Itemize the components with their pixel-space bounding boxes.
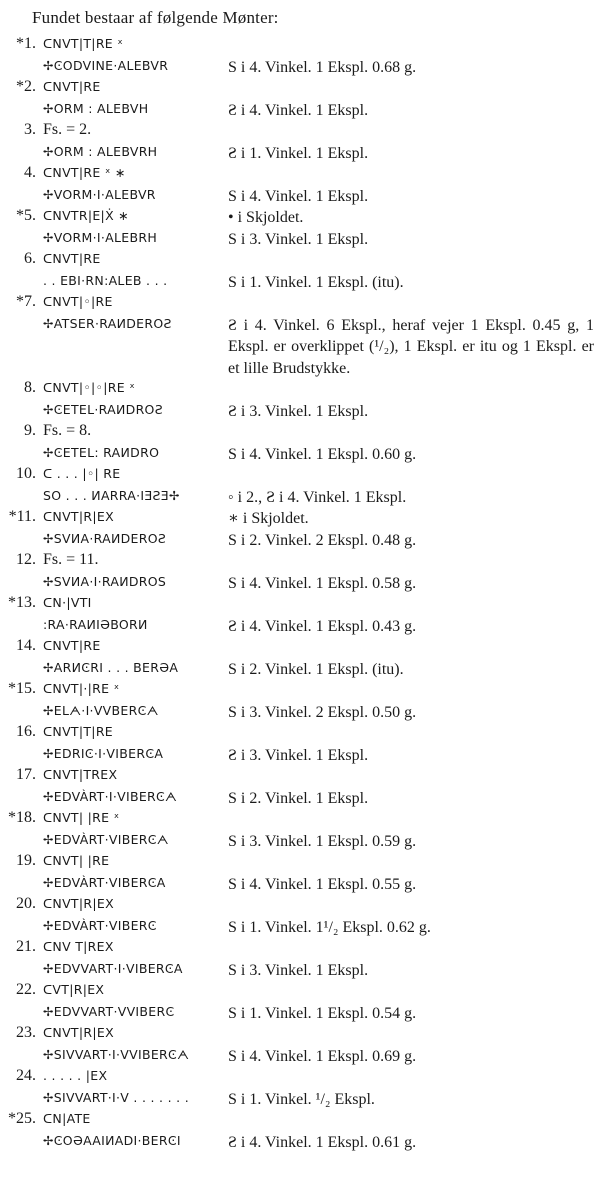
obverse-line — [0, 594, 600, 616]
coin-legend: ᑕΝVT|RE — [43, 79, 101, 94]
entry-number: *15. — [8, 680, 36, 697]
reverse-line — [0, 530, 600, 552]
obverse-line — [0, 1110, 600, 1132]
coin-legend: ᑕΝVT|◦|RE — [43, 294, 113, 309]
reverse-line — [0, 1089, 600, 1111]
entry-number: 9. — [24, 422, 36, 439]
coin-legend: ᑕΝVT|R|EX — [43, 509, 114, 524]
entry-number: 6. — [24, 250, 36, 267]
reverse-line — [0, 874, 600, 896]
coin-legend: ᑕΝVT|RE ˣ ∗ — [43, 165, 126, 180]
coin-entry — [0, 852, 600, 895]
coin-legend: . . . . . |EX — [43, 1068, 108, 1083]
coin-entry — [0, 723, 600, 766]
entry-number: *25. — [8, 1110, 36, 1127]
reverse-line — [0, 702, 600, 724]
coin-entry — [0, 1067, 600, 1110]
coin-description: S i 2. Vinkel. 1 Ekspl. — [228, 789, 369, 807]
entry-number: 8. — [24, 379, 36, 396]
coin-entry — [0, 35, 600, 78]
reverse-line — [0, 960, 600, 982]
coin-description: Ƨ i 4. Vinkel. 6 Ekspl., heraf vejer 1 Ekspl. 0.45 g, 1 Ekspl. er overklippet (¹/₂), 1 Ekspl. er itu og 1 Ekspl. er et lille Brudstykke. — [228, 316, 594, 377]
reverse-line — [0, 917, 600, 939]
reverse-line — [0, 616, 600, 638]
coin-legend: ᑕΝVT|TREX — [43, 767, 118, 782]
reverse-line — [0, 272, 600, 294]
reverse-line — [0, 487, 600, 509]
coin-description: S i 3. Vinkel. 1 Ekspl. 0.59 g. — [228, 832, 417, 850]
coin-legend: ᑕΝVT|R|EX — [43, 1025, 114, 1040]
coin-legend: ᑕΝVTR|E|Ẋ ∗ — [43, 208, 129, 223]
coin-entry — [0, 422, 600, 465]
reverse-line — [0, 401, 600, 423]
coin-legend: ᑕΝVT|R|EX — [43, 896, 114, 911]
coin-legend: ✢ELᗅ·I·VVBERϾᗅ — [43, 702, 159, 718]
reverse-line — [0, 831, 600, 853]
coin-legend: ✢SVИA·RAИDEROƧ — [43, 530, 167, 546]
coin-legend: ᑕΝVT|RE — [43, 638, 101, 653]
entry-number: 10. — [16, 465, 36, 482]
obverse-line — [0, 293, 600, 315]
reverse-line — [0, 100, 600, 122]
coin-description: S i 4. Vinkel. 1 Ekspl. — [228, 187, 369, 205]
entry-number: 4. — [24, 164, 36, 181]
coin-legend: :RA·RAИIƏBORИ — [43, 616, 148, 632]
obverse-line — [0, 551, 600, 573]
entry-number: 20. — [16, 895, 36, 912]
coin-entry — [0, 981, 600, 1024]
coin-description: S i 4. Vinkel. 1 Ekspl. 0.69 g. — [228, 1047, 417, 1065]
coin-legend: ᑕΝ·|VTI — [43, 595, 92, 610]
obverse-line — [0, 78, 600, 100]
obverse-line — [0, 895, 600, 917]
coin-legend: ᑕΝVT| |RE — [43, 853, 110, 868]
obverse-line — [0, 981, 600, 1003]
coin-entry — [0, 207, 600, 250]
entry-number: 23. — [16, 1024, 36, 1041]
obverse-line — [0, 809, 600, 831]
entry-number: 19. — [16, 852, 36, 869]
obverse-line — [0, 852, 600, 874]
coin-legend: ᑕΝVT|·|RE ˣ — [43, 681, 120, 696]
coin-entry — [0, 465, 600, 508]
coin-entry — [0, 250, 600, 293]
coin-entry — [0, 551, 600, 594]
entry-number: *2. — [16, 78, 36, 95]
coin-legend: ᑕΝV T|REX — [43, 939, 114, 954]
coin-description: S i 2. Vinkel. 2 Ekspl. 0.48 g. — [228, 531, 417, 549]
entry-number: 17. — [16, 766, 36, 783]
obverse-line — [0, 379, 600, 401]
coin-legend: ᑕΝVT|◦|◦|RE ˣ — [43, 380, 136, 395]
coin-description: S i 1. Vinkel. 1¹/₂ Ekspl. 0.62 g. — [228, 918, 431, 936]
coin-entry — [0, 938, 600, 981]
coin-legend: ✢EDVÀRT·VIBERϾA — [43, 874, 166, 890]
coin-legend: . . EBI·RN:ALEB . . . — [43, 272, 168, 288]
reverse-line — [0, 659, 600, 681]
coin-legend: ᑕ . . . |◦| RE — [43, 466, 121, 481]
entry-number: *13. — [8, 594, 36, 611]
coin-description: Ƨ i 4. Vinkel. 1 Ekspl. — [228, 101, 369, 119]
coin-entry — [0, 293, 600, 379]
coin-description: S i 2. Vinkel. 1 Ekspl. (itu). — [228, 660, 404, 678]
obverse-line — [0, 164, 600, 186]
coin-description: Ƨ i 4. Vinkel. 1 Ekspl. 0.43 g. — [228, 617, 417, 635]
reverse-line — [0, 186, 600, 208]
coin-legend: ✢ϾOƏAAIИADI·BERϾI — [43, 1132, 181, 1148]
entry-number: *11. — [8, 508, 36, 525]
entry-number: 24. — [16, 1067, 36, 1084]
reverse-line — [0, 1132, 600, 1154]
coin-legend: ᑕΝVT|RE — [43, 251, 101, 266]
coin-legend: ✢EDVÀRT·VIBERϾ — [43, 917, 157, 933]
coin-entry — [0, 78, 600, 121]
coin-legend: ✢ORM : ALEBVRH — [43, 143, 158, 159]
coin-description: • i Skjoldet. — [228, 209, 304, 226]
coin-entry — [0, 895, 600, 938]
reverse-line — [0, 229, 600, 251]
coin-description: S i 1. Vinkel. 1 Ekspl. 0.54 g. — [228, 1004, 417, 1022]
coin-legend: ✢ϾETEL·RAИDROƧ — [43, 401, 163, 417]
reverse-line — [0, 57, 600, 79]
obverse-line — [0, 465, 600, 487]
coin-legend: ✢EDRIϾ·I·VIBERϾA — [43, 745, 164, 761]
obverse-line — [0, 723, 600, 745]
coin-legend: ✢ARИϾRI . . . BERƏA — [43, 659, 179, 675]
coin-legend: ✢ATSER·RAИDEROƧ — [43, 315, 172, 331]
coin-entry — [0, 121, 600, 164]
obverse-line — [0, 207, 600, 229]
obverse-line — [0, 680, 600, 702]
reverse-line — [0, 745, 600, 767]
coin-entry — [0, 637, 600, 680]
reverse-line — [0, 1046, 600, 1068]
coin-legend: SO . . . ИARRA·IƎƧƎ✢ — [43, 487, 180, 503]
coin-legend: ✢EDVVART·VVIBERϾ — [43, 1003, 175, 1019]
entry-number: 3. — [24, 121, 36, 138]
coin-legend: ᑕΝVT| |RE ˣ — [43, 810, 120, 825]
coin-legend: ✢ORM : ALEBVH — [43, 100, 149, 116]
coin-legend: ᑕΝ|ATE — [43, 1111, 91, 1126]
coin-legend: ✢ϾODVINE·ALEBVR — [43, 57, 169, 73]
entry-number: 16. — [16, 723, 36, 740]
coin-description: S i 1. Vinkel. ¹/₂ Ekspl. — [228, 1090, 375, 1108]
coin-description: ◦ i 2., Ƨ i 4. Vinkel. 1 Ekspl. — [228, 488, 407, 506]
coin-legend: ✢SVИA·I·RAИDROS — [43, 573, 167, 589]
page-heading: Fundet bestaar af følgende Mønter: — [32, 8, 279, 27]
entry-number: *7. — [16, 293, 36, 310]
entry-number: 14. — [16, 637, 36, 654]
coin-legend: ✢EDVÀRT·I·VIBERϾᗅ — [43, 788, 178, 804]
coin-description: S i 3. Vinkel. 2 Ekspl. 0.50 g. — [228, 703, 417, 721]
entry-number: 22. — [16, 981, 36, 998]
coin-entry — [0, 594, 600, 637]
coin-legend: ✢VORM·I·ALEBRH — [43, 229, 158, 245]
entry-number: 12. — [16, 551, 36, 568]
obverse-line — [0, 766, 600, 788]
coin-description: S i 3. Vinkel. 1 Ekspl. — [228, 961, 369, 979]
coin-legend: Fs. = 2. — [43, 121, 92, 138]
entry-number: 21. — [16, 938, 36, 955]
reverse-line — [0, 444, 600, 466]
coin-legend: ✢SIVVART·I·VVIBERϾᗅ — [43, 1046, 190, 1062]
reverse-line — [0, 1003, 600, 1025]
obverse-line — [0, 508, 600, 530]
coin-entry — [0, 379, 600, 422]
reverse-line — [0, 788, 600, 810]
entry-number: *18. — [8, 809, 36, 826]
obverse-line — [0, 250, 600, 272]
coin-legend: ✢EDVÀRT·VIBERϾᗅ — [43, 831, 169, 847]
coin-description: Ƨ i 3. Vinkel. 1 Ekspl. — [228, 402, 369, 420]
coin-entry — [0, 1024, 600, 1067]
coin-legend: ✢SIVVART·I·V . . . . . . . — [43, 1089, 189, 1105]
reverse-line — [0, 573, 600, 595]
coin-entry — [0, 1110, 600, 1153]
obverse-line — [0, 422, 600, 444]
coin-legend: Fs. = 11. — [43, 551, 99, 568]
coin-description: S i 4. Vinkel. 1 Ekspl. 0.55 g. — [228, 875, 417, 893]
entry-number: *5. — [16, 207, 36, 224]
coin-legend: ✢EDVVART·I·VIBERϾA — [43, 960, 183, 976]
obverse-line — [0, 1067, 600, 1089]
coin-entry — [0, 680, 600, 723]
coin-legend: ✢ϾETEL: RAИDRO — [43, 444, 160, 460]
coin-legend: ᑕΝVT|T|RE — [43, 724, 114, 739]
reverse-line — [0, 315, 600, 380]
coin-description: Ƨ i 3. Vinkel. 1 Ekspl. — [228, 746, 369, 764]
obverse-line — [0, 35, 600, 57]
reverse-line — [0, 143, 600, 165]
obverse-line — [0, 938, 600, 960]
coin-entry — [0, 809, 600, 852]
coin-entry-list — [0, 35, 600, 1153]
coin-description: Ƨ i 4. Vinkel. 1 Ekspl. 0.61 g. — [228, 1133, 417, 1151]
coin-description: S i 4. Vinkel. 1 Ekspl. 0.58 g. — [228, 574, 417, 592]
entry-number: *1. — [16, 35, 36, 52]
coin-legend: Fs. = 8. — [43, 422, 92, 439]
coin-description: ∗ i Skjoldet. — [228, 510, 309, 527]
coin-legend: ᑕΝVT|T|RE ˣ — [43, 36, 124, 51]
coin-entry — [0, 508, 600, 551]
coin-entry — [0, 766, 600, 809]
obverse-line — [0, 637, 600, 659]
coin-description: S i 4. Vinkel. 1 Ekspl. 0.60 g. — [228, 445, 417, 463]
coin-description: S i 4. Vinkel. 1 Ekspl. 0.68 g. — [228, 58, 417, 76]
obverse-line — [0, 1024, 600, 1046]
coin-legend: ✢VORM·I·ALEBVR — [43, 186, 156, 202]
coin-description: S i 1. Vinkel. 1 Ekspl. (itu). — [228, 273, 404, 291]
coin-description: S i 3. Vinkel. 1 Ekspl. — [228, 230, 369, 248]
obverse-line — [0, 121, 600, 143]
coin-legend: ᑕVT|R|EX — [43, 982, 105, 997]
coin-entry — [0, 164, 600, 207]
coin-description: Ƨ i 1. Vinkel. 1 Ekspl. — [228, 144, 369, 162]
